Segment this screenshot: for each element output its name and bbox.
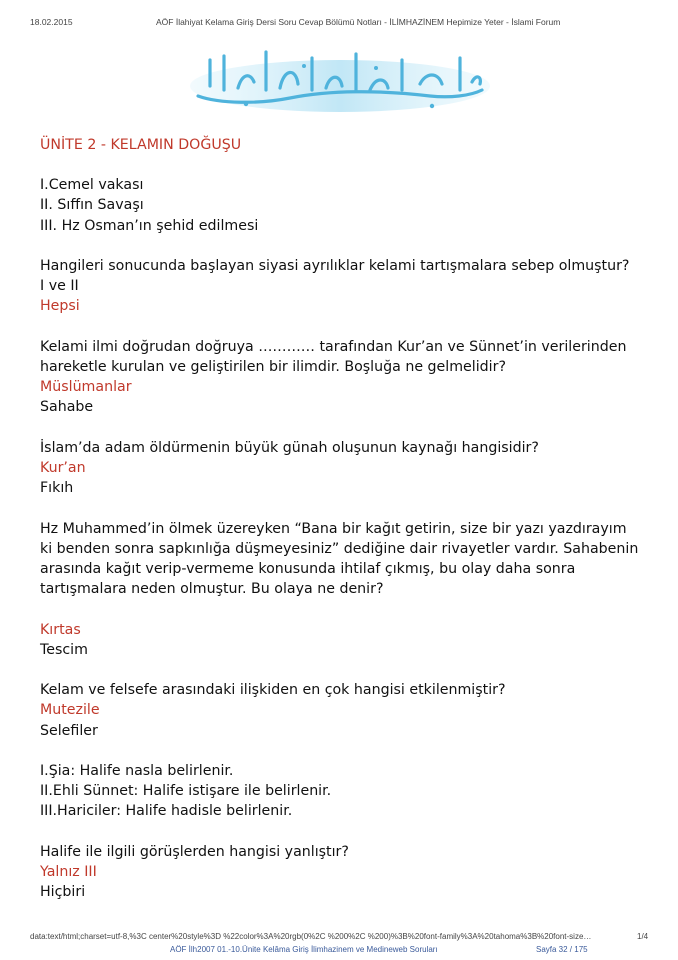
print-footer-url: data:text/html;charset=utf-8,%3C center%20style%3D %22color%3A%20rgb(0%2C %200%2C %200)%3B%20font-family%3A%20tahoma%3B%20font-size… (30, 932, 592, 941)
q2-question-line-2: hareketle kurulan ve geliştirilen bir ilimdir. Boşluğa ne gelmelidir? (40, 359, 506, 375)
q4-answer: Kırtas (40, 621, 81, 638)
footer-document-title: AÖF İlh2007 01.-10.Ünite Kelâma Giriş İlimhazinem ve Medineweb Soruları (170, 945, 438, 954)
document-body (40, 135, 650, 902)
q4-question-line-3: arasında kağıt verip-vermeme konusunda ihtilaf çıkmış, bu olay daha sonra (40, 561, 576, 577)
print-page-number: 1/4 (637, 932, 649, 941)
unit-title: ÜNİTE 2 - KELAMIN DOĞUŞU (40, 137, 242, 153)
q1-question: Hangileri sonucunda başlayan siyasi ayrılıklar kelami tartışmalara sebep olmuştur? (40, 258, 630, 274)
print-header-title: AÖF İlahiyat Kelama Giriş Dersi Soru Cevap Bölümü Notları - İLİMHAZİNEM Hepimize Yeter - İslami Forum (156, 17, 561, 27)
q5-option: Selefiler (40, 722, 98, 739)
q6-option: Hiçbiri (40, 884, 86, 901)
q5-question: Kelam ve felsefe arasındaki ilişkiden en çok hangisi etkilenmiştir? (40, 682, 506, 699)
q4-option: Tescim (40, 641, 88, 658)
footer-sayfa: Sayfa 32 / 175 (536, 945, 588, 954)
q3-question: İslam’da adam öldürmenin büyük günah oluşunun kaynağı hangisidir? (40, 439, 539, 456)
q5-answer: Mutezile (40, 702, 100, 719)
q6-answer: Yalnız III (40, 863, 97, 880)
q6-question: Halife ile ilgili görüşlerden hangisi yanlıştır? (40, 843, 349, 860)
q2-option: Sahabe (40, 399, 94, 416)
q4-question-line-2: ki benden sonra sapkınlığa düşmeyesiniz” dediğine dair rivayetler vardır. Sahabenin (40, 540, 639, 557)
q4-question-line-4: tartışmalara neden olmuştur. Bu olaya ne denir? (40, 581, 384, 598)
q1-option: I ve II (40, 278, 79, 295)
q6-item-2: II.Ehli Sünnet: Halife istişare ile belirlenir. (40, 783, 332, 800)
bismillah-calligraphy-icon (180, 38, 500, 118)
q3-option: Fıkıh (40, 480, 74, 497)
q4-question-line-1: Hz Muhammed’in ölmek üzereyken “Bana bir kağıt getirin, size bir yazı yazdırayım (40, 520, 627, 537)
q1-item-3: III. Hz Osman’ın şehid edilmesi (40, 217, 259, 234)
print-date: 18.02.2015 (30, 17, 73, 27)
q6-item-1: I.Şia: Halife nasla belirlenir. (40, 762, 234, 779)
q2-answer: Müslümanlar (40, 379, 132, 396)
q2-question-line-1: Kelami ilmi doğrudan doğruya ………… tarafından Kur’an ve Sünnet’in verilerinden (40, 338, 627, 355)
q3-answer: Kur’an (40, 460, 86, 476)
q6-item-3: III.Hariciler: Halife hadisle belirlenir. (40, 803, 293, 820)
q1-item-1: I.Cemel vakası (40, 177, 144, 194)
q1-item-2: II. Sıffın Savaşı (40, 197, 144, 214)
q1-answer: Hepsi (40, 298, 80, 315)
